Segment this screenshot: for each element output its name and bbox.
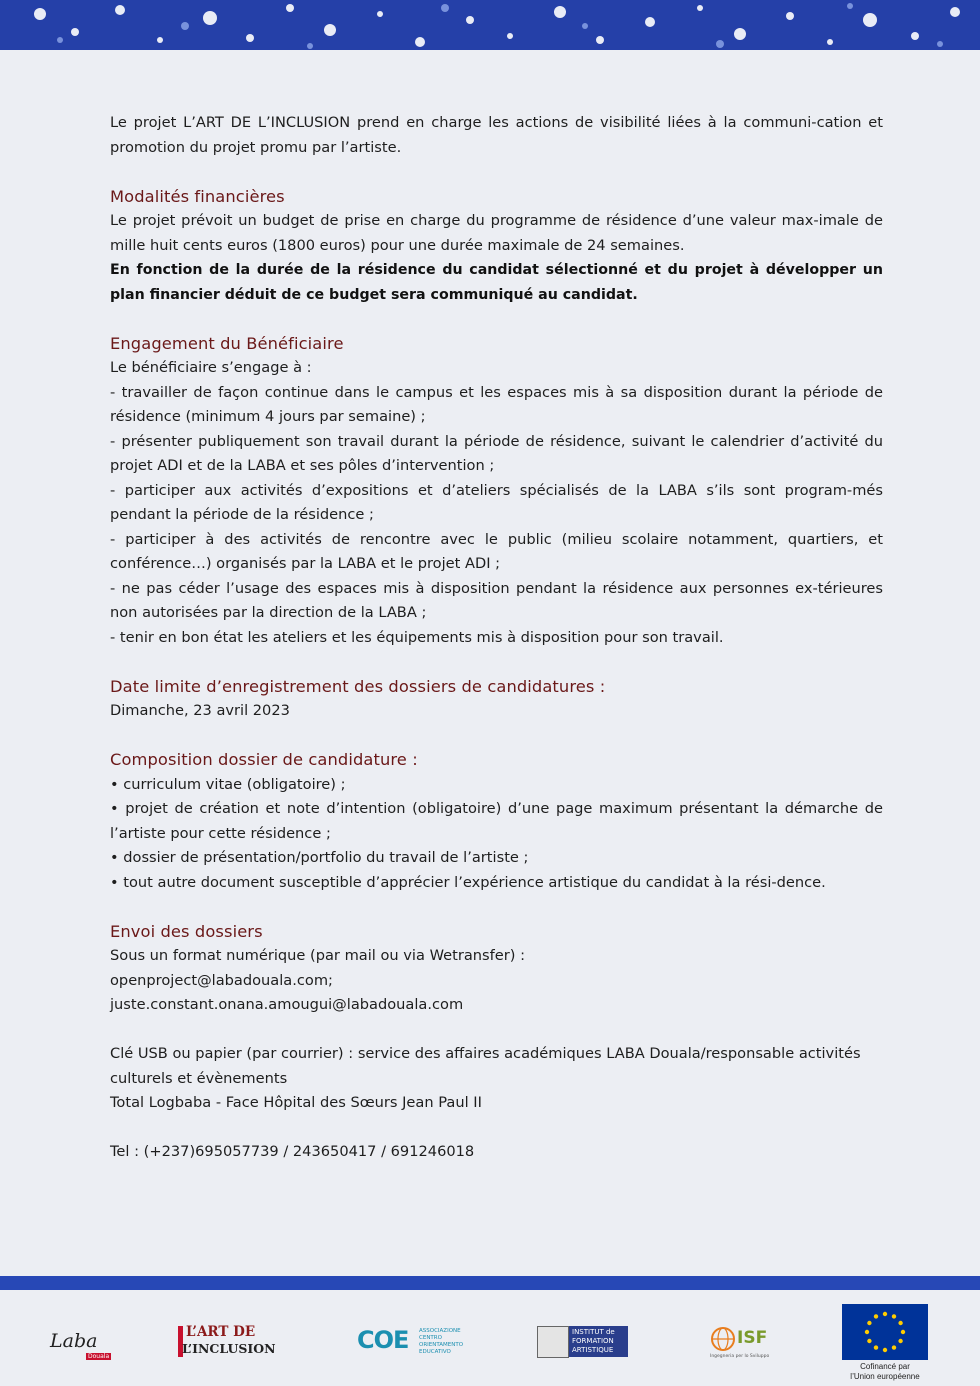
footer-divider-band <box>0 1276 980 1290</box>
isf-logo-text: ISF <box>737 1328 768 1348</box>
composition-item: • tout autre document susceptible d’apprécier l’expérience artistique du candidat à la rési-dence. <box>110 873 826 891</box>
email-link[interactable]: openproject@labadouala.com; <box>110 971 333 989</box>
ifa-logo-emblem <box>537 1326 569 1358</box>
phone-numbers: Tel : (+237)695057739 / 243650417 / 691246018 <box>110 1143 475 1160</box>
ifa-logo-line1: INSTITUT de <box>572 1328 615 1336</box>
composition-item: • dossier de présentation/portfolio du travail de l’artiste ; <box>110 849 529 866</box>
submission-digital-intro: Sous un format numérique (par mail ou via Wetransfer) : <box>110 947 526 964</box>
isf-logo-sub: Ingegneria per lo Sviluppo <box>710 1354 770 1359</box>
engagement-heading: Engagement du Bénéficiaire <box>110 333 344 353</box>
financial-heading: Modalités financières <box>110 186 285 206</box>
engagement-item: - tenir en bon état les ateliers et les équipements mis à disposition pour son travail. <box>110 628 724 646</box>
eu-logo-line1: Cofinancé par <box>860 1362 910 1371</box>
submission-address: Total Logbaba - Face Hôpital des Sœurs Jean Paul II <box>110 1094 482 1111</box>
deadline-date: Dimanche, 23 avril 2023 <box>110 702 290 719</box>
intro-paragraph: Le projet L’ART DE L’INCLUSION prend en charge les actions de visibilité liées à la communi-cation et promotion du projet promu par l’artiste. <box>110 114 883 156</box>
terrazzo-pattern <box>0 0 980 50</box>
laba-logo-text: Laba <box>50 1330 98 1352</box>
engagement-item: - présenter publiquement son travail durant la période de résidence, suivant le calendrier d’activité du projet ADI et de la LABA et ses pôles d’intervention ; <box>110 432 883 474</box>
engagement-item: - participer aux activités d’expositions et d’ateliers spécialisés de la LABA s’ils sont program-més pendant la période de la résidence ; <box>110 481 883 523</box>
globe-icon <box>710 1326 736 1352</box>
coe-logo-sub: CENTRO <box>419 1335 442 1341</box>
adi-logo-line2: L’INCLUSION <box>182 1341 276 1356</box>
partner-logos <box>0 1290 980 1386</box>
coe-logo-sub: ORIENTAMENTO <box>419 1342 464 1348</box>
main-content <box>110 111 883 1165</box>
eu-logo-line2: l’Union européenne <box>850 1372 920 1381</box>
institut-formation-artistique-logo <box>537 1326 629 1358</box>
engagement-item: - travailler de façon continue dans le campus et les espaces mis à sa disposition durant la période de résidence (minimum 4 jours par semaine) ; <box>110 383 883 425</box>
ifa-logo-line2: FORMATION <box>572 1337 614 1345</box>
adi-logo-line1: L’ART DE <box>186 1324 256 1340</box>
engagement-intro: Le bénéficiaire s’engage à : <box>110 359 312 376</box>
coe-logo-sub: ASSOCIAZIONE <box>419 1328 461 1334</box>
composition-item: • projet de création et note d’intention (obligatoire) d’une page maximum présentant la démarche de l’artiste pour cette résidence ; <box>110 800 883 842</box>
financial-text: Le projet prévoit un budget de prise en charge du programme de résidence d’une valeur max-imale de mille huit cents euros (1800 euros) pour une durée maximale de 24 semaines. <box>110 212 883 254</box>
email-link[interactable]: juste.constant.onana.amougui@labadouala.com <box>110 996 464 1013</box>
financial-bold-text: En fonction de la durée de la résidence du candidat sélectionné et du projet à développer un plan financier déduit de ce budget sera communiqué au candidat. <box>110 262 883 303</box>
submission-heading: Envoi des dossiers <box>110 921 263 941</box>
eu-flag-icon <box>842 1304 928 1360</box>
composition-item: • curriculum vitae (obligatoire) ; <box>110 775 346 793</box>
decorative-top-banner <box>0 0 980 50</box>
ifa-logo-line3: ARTISTIQUE <box>572 1346 614 1354</box>
submission-physical: Clé USB ou papier (par courrier) : service des affaires académiques LABA Douala/responsable activités culturels et évènements <box>110 1045 861 1087</box>
eu-cofunding-logo <box>842 1304 928 1386</box>
engagement-item: - ne pas céder l’usage des espaces mis à disposition pendant la résidence aux personnes ex-térieures non autorisées par la direction de la LABA ; <box>110 579 883 621</box>
isf-logo <box>710 1326 772 1362</box>
coe-logo-text: COE <box>357 1326 409 1354</box>
coe-logo <box>357 1326 469 1360</box>
laba-logo-sub: Douala <box>88 1353 110 1360</box>
laba-logo <box>50 1330 110 1360</box>
art-de-l-inclusion-logo <box>178 1324 284 1360</box>
composition-heading: Composition dossier de candidature : <box>110 750 418 769</box>
engagement-item: - participer à des activités de rencontre avec le public (milieu scolaire notamment, quartiers, et conférence…) organisés par la LABA et le projet ADI ; <box>110 530 883 572</box>
deadline-heading: Date limite d’enregistrement des dossiers de candidatures : <box>110 676 606 696</box>
coe-logo-sub: EDUCATIVO <box>419 1349 451 1355</box>
